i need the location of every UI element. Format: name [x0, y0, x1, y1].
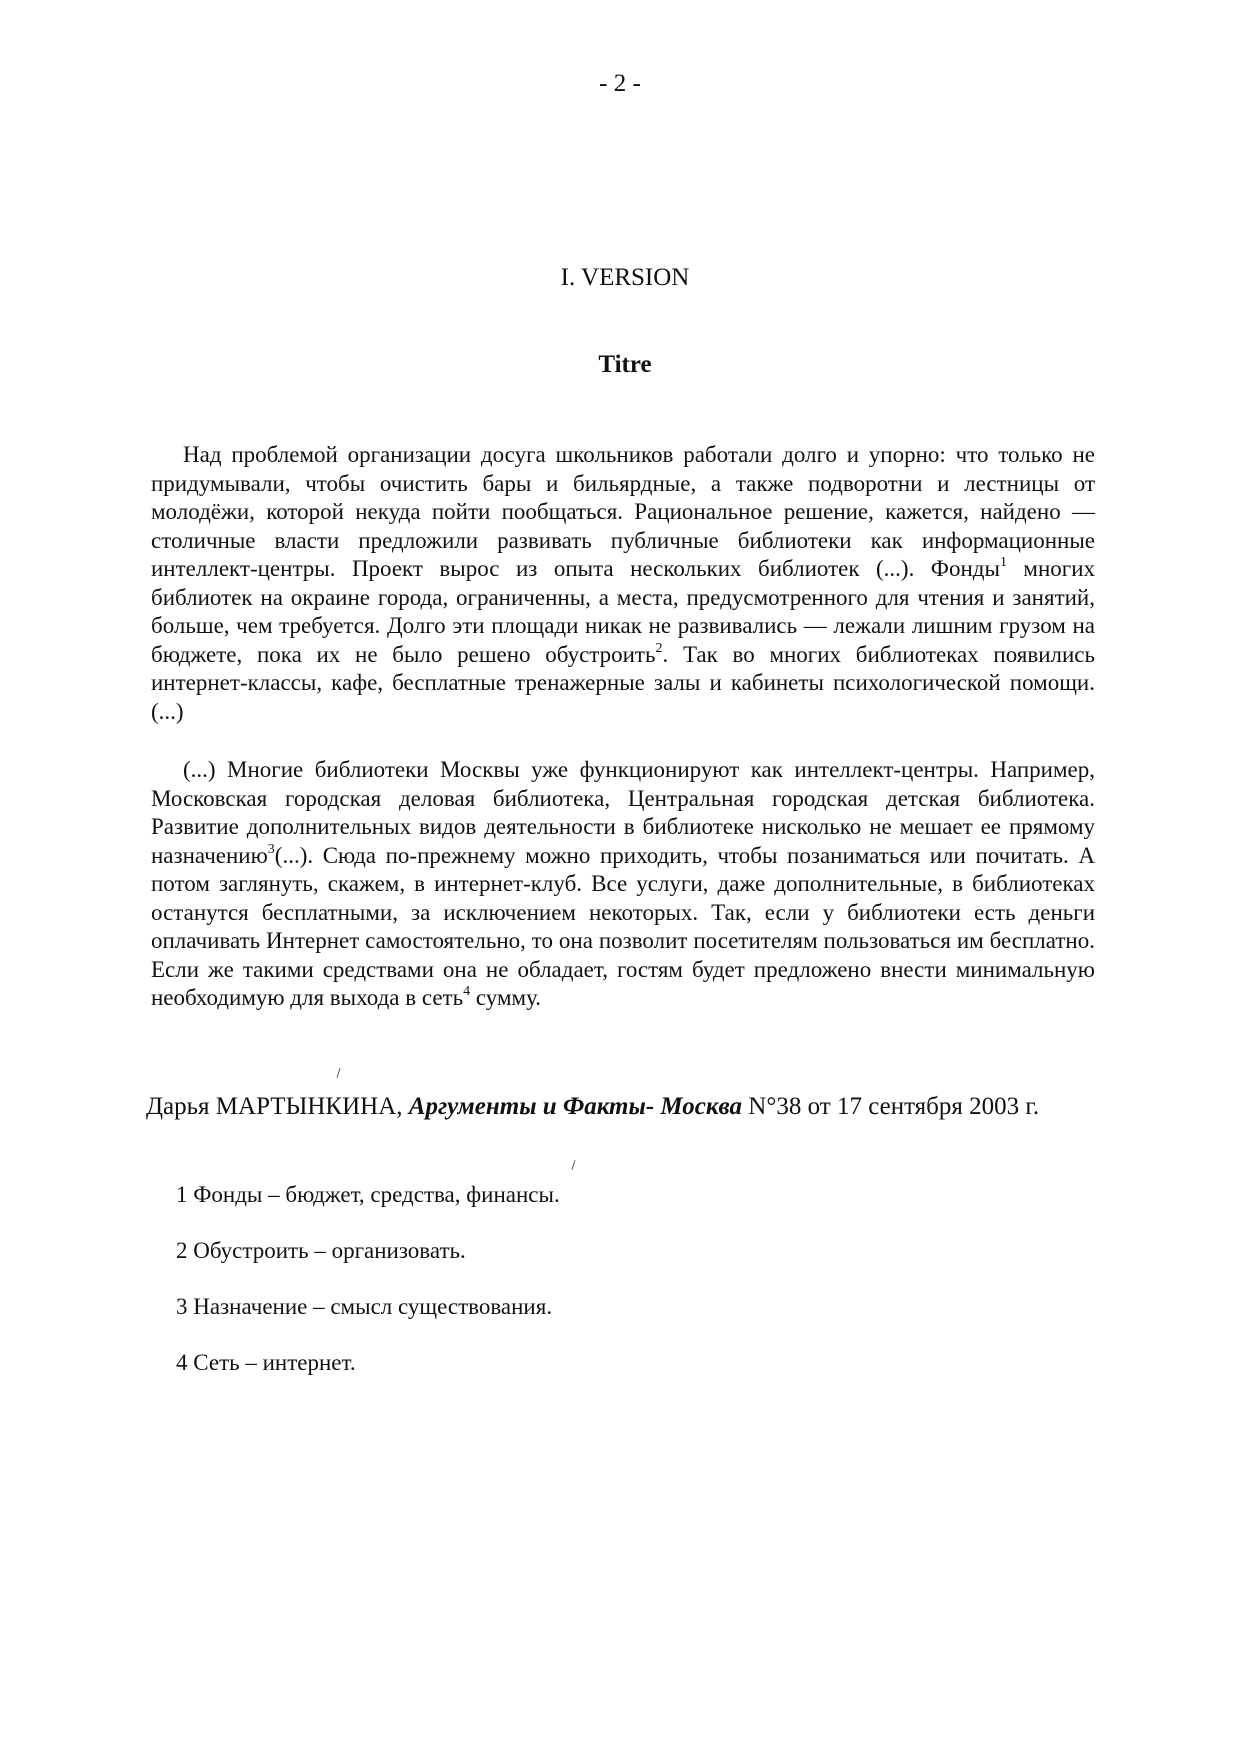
footnote-item: 1 Фонды – бюджет, средства, финансы.	[176, 1182, 560, 1207]
article-attribution	[146, 1093, 1039, 1121]
footnote-ref-2: 2	[655, 640, 663, 656]
paragraph-1-text-b: многих библиотек на окраине города, ограниченны, а места, предусмотренного для чтения и занятий, больше, чем требуется. Долго эти площади никак не развивались — лежали лишним грузом на бюджете, пока их не было решено обустроить	[151, 556, 1096, 667]
paragraph-1-text-a: Над проблемой организации досуга школьников работали долго и упорно: что только не придумывали, чтобы очистить бары и бильярдные, а также подворотни и лестницы от молодёжи, которой некуда пойти пообщаться. Рациональное решение, кажется, найдено — столичные власти предложили развивать публичные библиотеки как информационные интеллект-центры. Проект вырос из опыта нескольких библиотек (...). Фонды	[151, 442, 1095, 581]
issue-info: N°38 от 17 сентября 2003 г.	[742, 1093, 1040, 1120]
footnote-ref-4: 4	[463, 984, 471, 999]
page-number: - 2 -	[599, 70, 641, 97]
paragraph-2-text-c: сумму.	[470, 985, 542, 1010]
paragraph-2-text-b: (...). Сюда по-прежнему можно приходить, чтобы позаниматься или почитать. А потом заглянуть, скажем, в интернет-клуб. Все услуги, даже дополнительные, в библиотеках останутся бесплатными, за исключением некоторых. Так, если у библиотеки есть деньги оплачивать Интернет самостоятельно, то она позволит посетителям пользоваться им бесплатно. Если же такими средствами она не обладает, гостям будет предложено внести минимальную необходимую для выхода в сеть	[151, 842, 1095, 1010]
publication-name: Аргументы и Факты- Москва	[408, 1093, 743, 1120]
section-heading: I. VERSION	[560, 264, 690, 291]
footnote-item: 3 Назначение – смысл существования.	[176, 1294, 553, 1319]
article-paragraph-2	[151, 756, 1095, 1013]
author-name: Дарья МАРТЫНКИНА,	[146, 1093, 409, 1120]
paragraph-2-text-a: (...) Многие библиотеки Москвы уже функционируют как интеллект-центры. Например, Московская городская деловая библиотека, Центральная городская детская библиотека. Развитие дополнительных видов деятельности в библиотеке нисколько не мешает ее прямому назначению	[151, 757, 1095, 868]
scan-mark	[571, 1160, 575, 1170]
footnotes-list	[176, 1180, 560, 1404]
article-paragraph-1	[151, 441, 1095, 726]
paragraph-1-text-c: . Так во многих библиотеках появились интернет-классы, кафе, бесплатные тренажерные залы и кабинеты психологической помощи. (...)	[151, 641, 1096, 724]
footnote-item: 2 Обустроить – организовать.	[176, 1238, 466, 1263]
article-title: Titre	[598, 351, 652, 378]
scan-mark	[336, 1068, 340, 1078]
footnote-ref-3: 3	[267, 841, 275, 857]
footnote-ref-1: 1	[999, 555, 1007, 570]
footnote-item: 4 Сеть – интернет.	[176, 1350, 356, 1375]
